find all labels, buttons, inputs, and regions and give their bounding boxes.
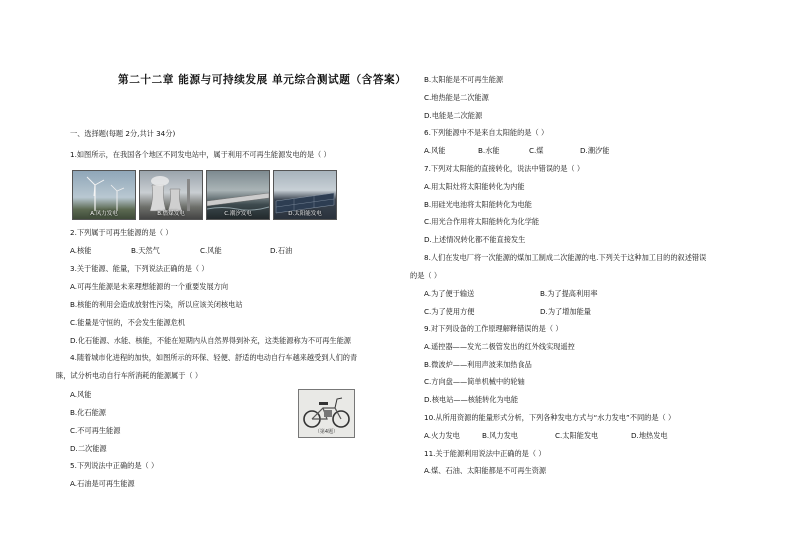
q2-option-b: B.天然气	[131, 246, 160, 255]
q9-option-a: A.遥控器——发光二极管发出的红外线实现遥控	[424, 342, 575, 351]
q6-option-c: C.煤	[529, 146, 544, 155]
q8-option-c: C.为了使用方便	[424, 307, 475, 316]
q7-option-b: B.用硅光电池将太阳能转化为电能	[424, 200, 532, 209]
q10-stem: 10.从所用资源的能量形式分析，下列各种发电方式与“水力发电”不同的是（ ）	[424, 413, 676, 422]
q4-stem-line2: 睐，试分析电动自行车所消耗的能源属于（ ）	[56, 371, 203, 380]
q6-option-b: B.水能	[478, 146, 500, 155]
q9-option-c: C.方向盘——简单机械中的轮轴	[424, 377, 525, 386]
q6-option-a: A.风能	[424, 146, 446, 155]
q4-option-c: C.不可再生能源	[70, 426, 121, 435]
q4-option-a: A.风能	[70, 390, 92, 399]
section-heading: 一、选择题(每题 2分,共计 34分)	[70, 129, 176, 138]
q2-option-c: C.风能	[200, 246, 222, 255]
q7-option-a: A.用太阳灶将太阳能转化为内能	[424, 182, 525, 191]
photo-caption: C.潮汐发电	[224, 211, 252, 217]
q4-option-b: B.化石能源	[70, 408, 106, 417]
photo-caption: B.燃煤发电	[157, 211, 185, 217]
q5-option-d: D.电能是二次能源	[424, 111, 483, 120]
q9-option-b: B.微波炉——利用声波来加热食品	[424, 360, 532, 369]
q4-option-d: D.二次能源	[70, 444, 107, 453]
q10-option-c: C.太阳能发电	[555, 431, 599, 440]
electric-bike-figure	[298, 389, 355, 438]
q8-stem-line1: 8.人们在发电厂将一次能源的煤加工制成二次能源的电.下列关于这种加工目的的叙述错误	[424, 253, 707, 262]
q5-option-b: B.太阳能是不可再生能源	[424, 75, 504, 84]
photo-caption: A.风力发电	[90, 211, 118, 217]
q8-stem-line2: 的是（ ）	[410, 271, 442, 280]
q6-option-d: D.潮汐能	[580, 146, 610, 155]
figure-caption: （第4题）	[314, 429, 339, 435]
coal-power-photo	[139, 170, 203, 220]
q10-option-a: A.火力发电	[424, 431, 460, 440]
q3-option-d: D.化石能源、水能、核能，不能在短期内从自然界得到补充，这类能源称为不可再生能源	[70, 336, 351, 345]
q8-option-b: B.为了提高利用率	[540, 289, 598, 298]
q8-option-a: A.为了便于输送	[424, 289, 475, 298]
page-title: 第二十二章 能源与可持续发展 单元综合测试题（含答案）	[118, 74, 407, 86]
photo-caption: D.太阳能发电	[288, 211, 322, 217]
q8-option-d: D.为了增加能量	[540, 307, 591, 316]
q3-option-c: C.能量是守恒的，不会发生能源危机	[70, 318, 186, 327]
q5-stem: 5.下列说法中正确的是（ ）	[70, 461, 159, 470]
q2-stem: 2.下列属于可再生能源的是（ ）	[70, 228, 173, 237]
q10-option-d: D.地热发电	[631, 431, 668, 440]
q5-option-c: C.地热能是二次能源	[424, 93, 489, 102]
q10-option-b: B.风力发电	[482, 431, 518, 440]
q3-option-a: A.可再生能源是未来理想能源的一个重要发展方向	[70, 282, 229, 291]
wind-power-photo	[72, 170, 136, 220]
q9-stem: 9.对下列设备的工作原理解释错误的是（ ）	[424, 324, 563, 333]
q7-option-c: C.用光合作用将太阳能转化为化学能	[424, 217, 540, 226]
q7-option-d: D.上述情况转化都不能直接发生	[424, 235, 526, 244]
q6-stem: 6.下列能源中不是来自太阳能的是（ ）	[424, 128, 549, 137]
q3-stem: 3.关于能源、能量，下列说法正确的是（ ）	[70, 264, 209, 273]
q1-stem: 1.如图所示，在我国各个地区不同发电站中，属于利用不可再生能源发电的是（ ）	[70, 150, 331, 159]
q2-option-a: A.核能	[70, 246, 92, 255]
q11-option-a: A.煤、石油、太阳能都是不可再生资源	[424, 466, 547, 475]
q2-option-d: D.石油	[270, 246, 293, 255]
q11-stem: 11.关于能源利用说法中正确的是（ ）	[424, 449, 546, 458]
q3-option-b: B.核能的利用会造成放射性污染，所以应该关闭核电站	[70, 300, 243, 309]
q4-stem-line1: 4.随着城市化进程的加快，如图所示的环保、轻便、舒适的电动自行车越来越受到人们的青	[70, 353, 358, 362]
q5-option-a: A.石油是可再生能源	[70, 479, 135, 488]
solar-power-photo	[273, 170, 337, 220]
q9-option-d: D.核电站——核能转化为电能	[424, 395, 519, 404]
tidal-power-photo	[206, 170, 270, 220]
q7-stem: 7.下列对太阳能的直接转化，说法中错误的是（ ）	[424, 164, 585, 173]
